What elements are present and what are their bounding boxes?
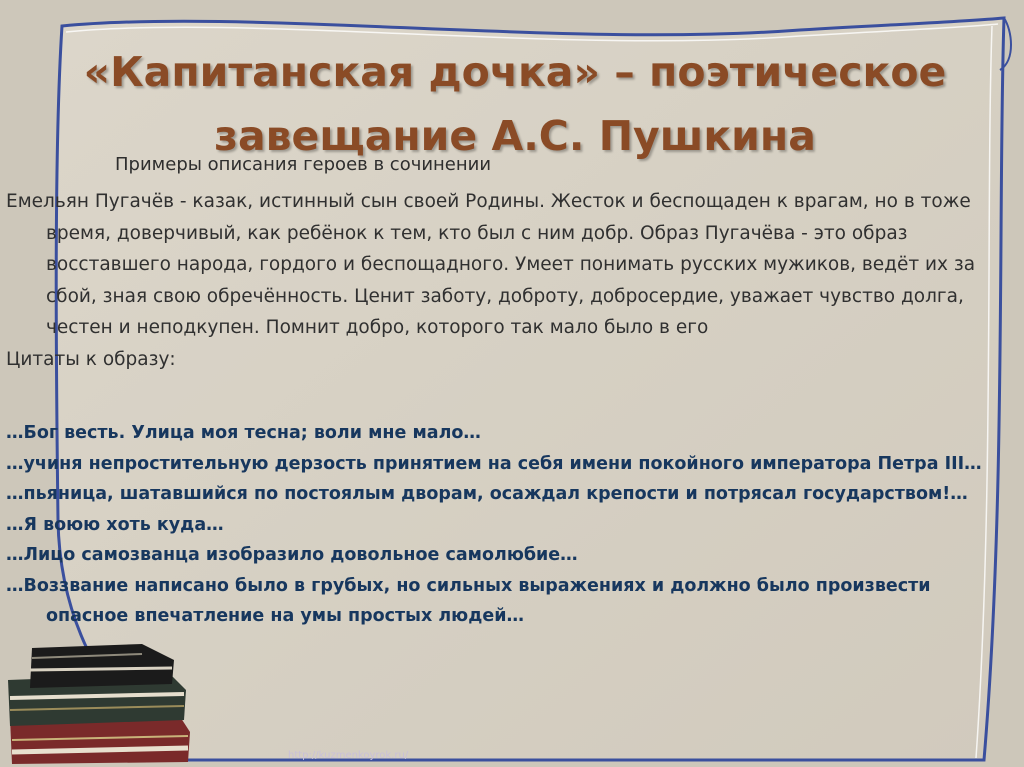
source-link[interactable]: http://kuzmenkoyrok.ru/	[288, 750, 409, 761]
quotes-list	[6, 418, 986, 632]
slide-subtitle: Примеры описания героев в сочинении	[115, 154, 492, 175]
title-line-1: «Капитанская дочка» – поэтическое	[83, 48, 947, 96]
quote-item: …Бог весть. Улица моя тесна; воли мне мало…	[6, 423, 481, 443]
quote-item: …учиня непростительную дерзость принятием на себя имени покойного императора Петра III…	[6, 453, 982, 474]
quote-item: …Лицо самозванца изобразило довольное самолюбие…	[6, 545, 578, 565]
character-description: Емельян Пугачёв - казак, истинный сын своей Родины. Жесток и беспощаден к врагам, но в тоже время, доверчивый, как ребёнок к тем, кто был с ним добр. Образ Пугачёва - это образ восставшего народа, гордого и беспощадного. Умеет понимать русских мужиков, ведёт их за сбой, зная свою обречённость. Ценит заботу, доброту, добросердие, уважает чувство долга, честен и неподкупен. Помнит добро, которого так мало было в его	[6, 191, 976, 338]
quote-item: …пьяница, шатавшийся по постоялым дворам, осаждал крепости и потрясал государством!…	[6, 484, 968, 504]
stack-of-books-icon	[2, 640, 202, 765]
quote-item: …Я воюю хоть куда…	[6, 514, 224, 535]
title-line-2: завещание А.С. Пушкина	[214, 112, 816, 160]
quote-item: …Воззвание написано было в грубых, но сильных выражениях и должно было произвести опасное впечатление на умы простых людей…	[6, 575, 931, 626]
body-text	[6, 186, 986, 375]
slide-title	[70, 40, 960, 168]
quotes-heading: Цитаты к образу:	[6, 348, 176, 370]
